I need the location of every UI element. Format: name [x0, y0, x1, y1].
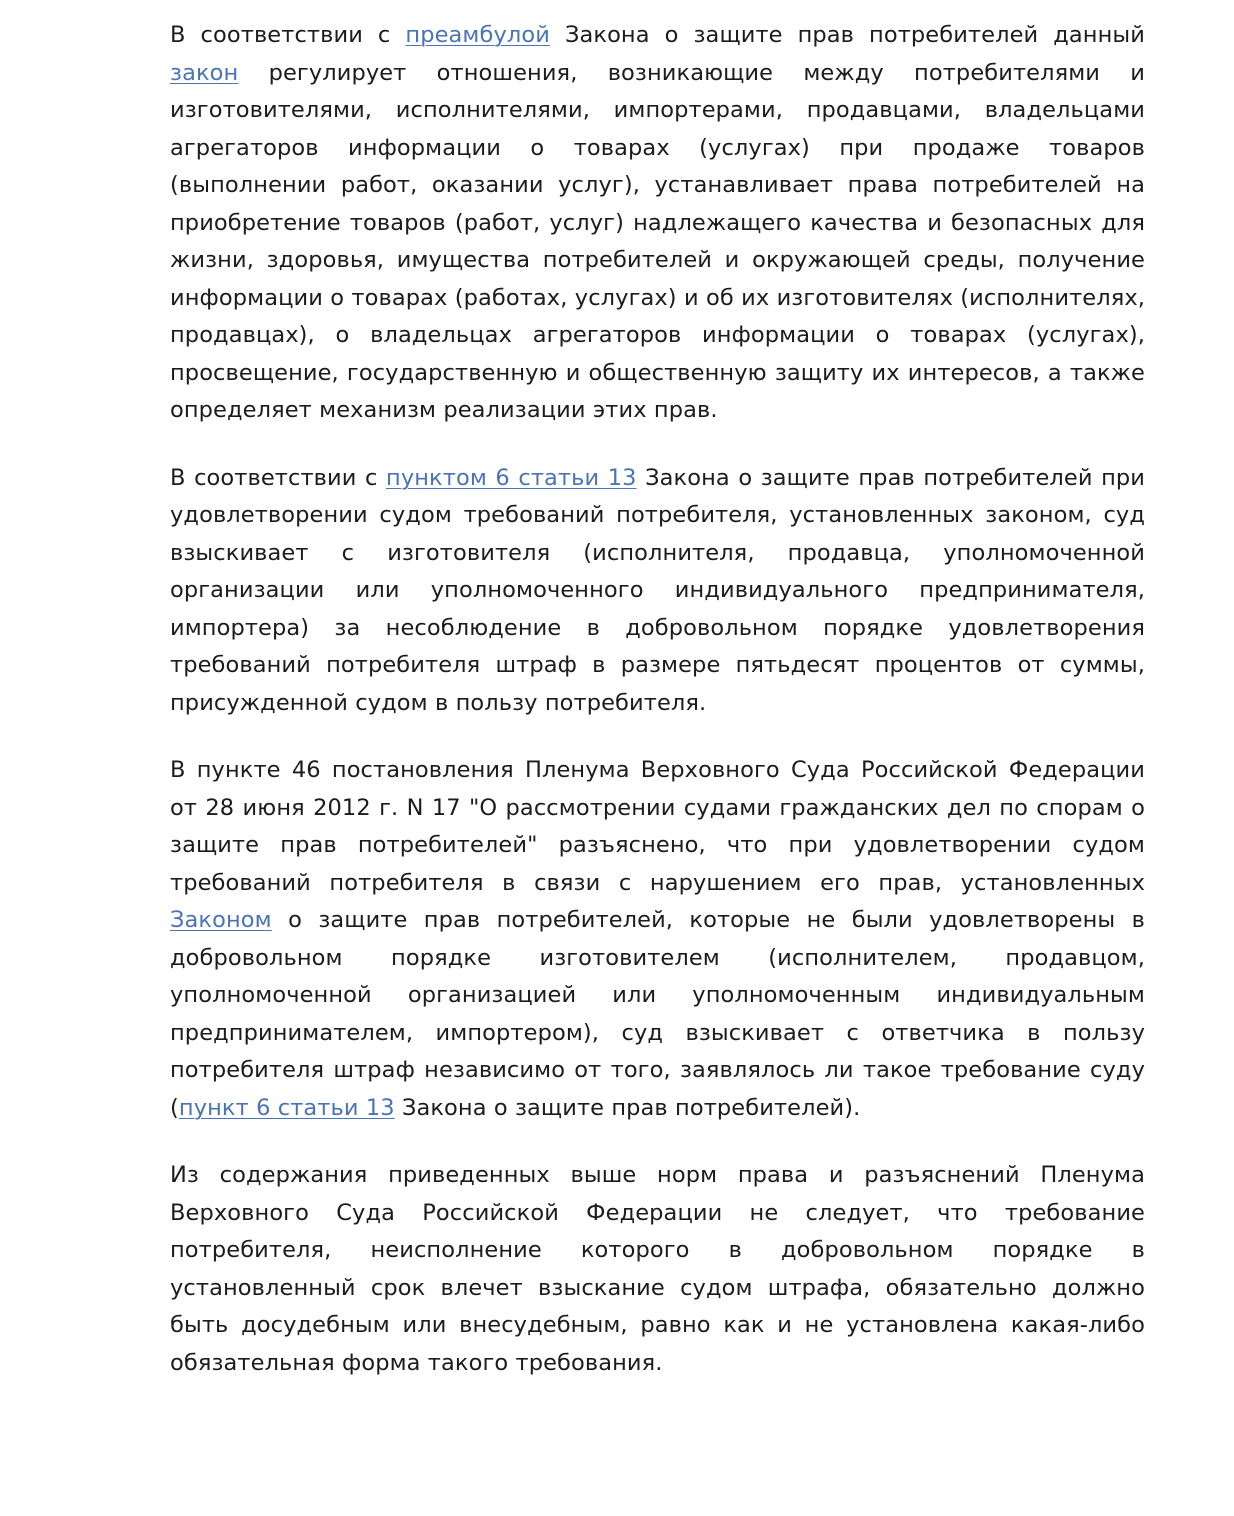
paragraph-text: Закона о защите прав потребителей данный: [549, 22, 1145, 48]
paragraph-text: В соответствии с: [170, 464, 387, 491]
paragraph-text: В соответствии с: [170, 22, 406, 48]
paragraph-1: [170, 17, 1145, 430]
paragraph-4: [170, 1157, 1145, 1382]
document-body: [170, 17, 1145, 1412]
link-preamble[interactable]: преамбулой: [405, 22, 550, 48]
link-law-capital[interactable]: Законом: [170, 907, 272, 933]
link-item-6-article-13-ref[interactable]: пункт 6 статьи 13: [178, 1094, 395, 1121]
paragraph-text: Закона о защите прав потребителей при удовлетворении судом требований потребителя, установленных законом, суд взыскивает с изготовителя (исполнителя, продавца, уполномоченной организации или уполномоченного индивидуального предпринимателя, импортера) за несоблюдение в добровольном порядке удовлетворения требований потребителя штраф в размере пятьдесят процентов от суммы, присужденной судом в пользу потребителя.: [170, 464, 1145, 716]
paragraph-text: регулирует отношения, возникающие между потребителями и изготовителями, исполнителями, импортерами, продавцами, владельцами агрегаторов информации о товарах (услугах) при продаже товаров (выполнении работ, оказании услуг), устанавливает права потребителей на приобретение товаров (работ, услуг) надлежащего качества и безопасных для жизни, здоровья, имущества потребителей и окружающей среды, получение информации о товарах (работах, услугах) и об их изготовителях (исполнителях, продавцах), о владельцах агрегаторов информации о товарах (услугах), просвещение, государственную и общественную защиту их интересов, а также определяет механизм реализации этих прав.: [170, 59, 1145, 423]
link-item-6-article-13[interactable]: пунктом 6 статьи 13: [386, 464, 637, 491]
paragraph-text: В пункте 46 постановления Пленума Верховного Суда Российской Федерации от 28 июня 2012 г. N 17 "О рассмотрении судами гражданских дел по спорам о защите прав потребителей" разъяснено, что при удовлетворении судом требований потребителя в связи с нарушением его прав, установленных: [170, 757, 1145, 896]
paragraph-text: Из содержания приведенных выше норм права и разъяснений Пленума Верховного Суда Российской Федерации не следует, что требование потребителя, неисполнение которого в добровольном порядке в установленный срок влечет взыскание судом штрафа, обязательно должно быть досудебным или внесудебным, равно как и не установлена какая-либо обязательная форма такого требования.: [170, 1162, 1145, 1376]
paragraph-2: [170, 460, 1145, 723]
paragraph-3: [170, 752, 1145, 1127]
paragraph-text: Закона о защите прав потребителей).: [394, 1094, 861, 1121]
paragraph-text: о защите прав потребителей, которые не были удовлетворены в добровольном порядке изготовителем (исполнителем, продавцом, уполномоченной организацией или уполномоченным индивидуальным предпринимателем, импортером), суд взыскивает с ответчика в пользу потребителя штраф независимо от того, заявлялось ли такое требование суду (: [170, 907, 1145, 1121]
link-law[interactable]: закон: [170, 59, 239, 86]
